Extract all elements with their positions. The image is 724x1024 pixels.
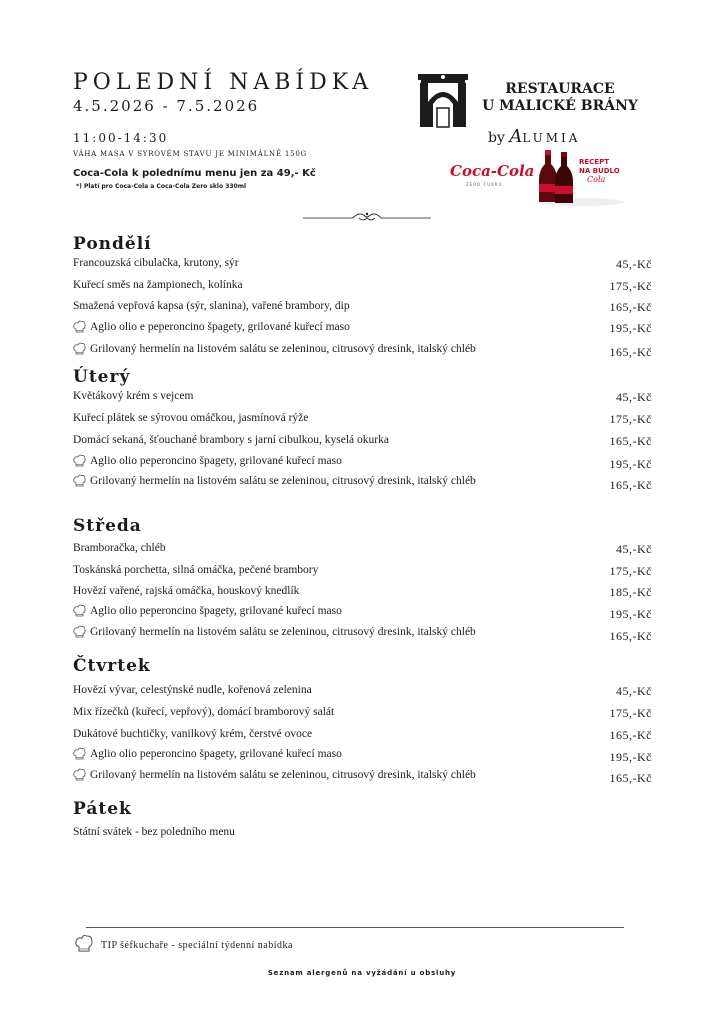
dish-name: Aglio olio e peperoncino špagety, grilované kuřecí maso bbox=[90, 321, 350, 333]
serving-hours: 11:00-14:30 bbox=[73, 131, 169, 145]
dish-name: Dukátové buchtičky, vanilkový krém, čerstvé ovoce bbox=[73, 728, 313, 740]
menu-item bbox=[73, 605, 652, 625]
dish-price: 195,-Kč bbox=[609, 457, 652, 471]
menu-item bbox=[73, 585, 652, 605]
brand-signature bbox=[488, 126, 580, 147]
allergen-note: Seznam alergenů na vyžádání u obsluhy bbox=[267, 969, 457, 977]
dish-name: Toskánská porchetta, silná omáčka, pečené brambory bbox=[73, 564, 319, 576]
chef-tip-legend: TIP šéfkuchaře - speciální týdenní nabídka bbox=[101, 940, 293, 951]
menu-item bbox=[73, 769, 652, 789]
dish-price: 165,-Kč bbox=[609, 434, 652, 448]
menu-item bbox=[73, 626, 652, 646]
friday-holiday-note: Státní svátek - bez poledního menu bbox=[73, 826, 235, 838]
dish-name: Bramboračka, chléb bbox=[73, 542, 166, 554]
menu-item bbox=[73, 542, 652, 562]
day-heading-tuesday: Úterý bbox=[73, 367, 131, 387]
dish-name: Aglio olio peperoncino špagety, grilované kuřecí maso bbox=[90, 748, 342, 760]
restaurant-name-line2: U MALICKÉ BRÁNY bbox=[482, 98, 638, 114]
brand-name: LUMIA bbox=[522, 131, 581, 145]
dish-price: 175,-Kč bbox=[609, 412, 652, 426]
dish-price: 165,-Kč bbox=[609, 345, 652, 359]
menu-item bbox=[73, 748, 652, 768]
chef-hat-icon bbox=[74, 934, 94, 954]
svg-text:Cola: Cola bbox=[587, 175, 606, 184]
dish-price: 45,-Kč bbox=[616, 390, 652, 404]
dish-price: 175,-Kč bbox=[609, 279, 652, 293]
dish-name: Grilovaný hermelín na listovém salátu se zeleninou, citrusový dresink, italský chléb bbox=[90, 769, 476, 781]
menu-dates: 4.5.2026 - 7.5.2026 bbox=[73, 97, 260, 115]
dish-price: 175,-Kč bbox=[609, 706, 652, 720]
restaurant-name-line1: RESTAURACE bbox=[505, 81, 615, 97]
dish-name: Mix řízečků (kuřecí, vepřový), domácí bramborový salát bbox=[73, 706, 335, 718]
menu-item bbox=[73, 279, 652, 299]
menu-item bbox=[73, 300, 652, 320]
dish-price: 45,-Kč bbox=[616, 684, 652, 698]
dish-price: 45,-Kč bbox=[616, 542, 652, 556]
day-heading-friday: Pátek bbox=[73, 799, 132, 819]
menu-item bbox=[73, 564, 652, 584]
dish-name: Hovězí vývar, celestýnské nudle, kořenová zelenina bbox=[73, 684, 312, 696]
dish-name: Grilovaný hermelín na listovém salátu se zeleninou, citrusový dresink, italský chléb bbox=[90, 626, 476, 638]
dish-name: Aglio olio peperoncino špagety, grilované kuřecí maso bbox=[90, 455, 342, 467]
menu-item bbox=[73, 412, 652, 432]
day-heading-thursday: Čtvrtek bbox=[73, 656, 151, 676]
cola-bottles-icon bbox=[537, 148, 627, 206]
menu-item bbox=[73, 728, 652, 748]
dish-price: 165,-Kč bbox=[609, 728, 652, 742]
day-heading-monday: Pondělí bbox=[73, 234, 152, 254]
chef-hat-icon bbox=[73, 604, 86, 618]
dish-price: 165,-Kč bbox=[609, 771, 652, 785]
dish-price: 195,-Kč bbox=[609, 750, 652, 764]
menu-item bbox=[73, 455, 652, 475]
dish-name: Hovězí vařené, rajská omáčka, houskový knedlík bbox=[73, 585, 300, 597]
chef-hat-icon bbox=[73, 747, 86, 761]
menu-item bbox=[73, 706, 652, 726]
dish-price: 165,-Kč bbox=[609, 300, 652, 314]
dish-name: Grilovaný hermelín na listovém salátu se zeleninou, citrusový dresink, italský chléb bbox=[90, 475, 476, 487]
brand-initial: A bbox=[509, 126, 523, 147]
svg-text:RECEPT: RECEPT bbox=[579, 158, 609, 166]
menu-item bbox=[73, 434, 652, 454]
chef-hat-icon bbox=[73, 320, 86, 334]
chef-hat-icon bbox=[73, 342, 86, 356]
dish-price: 185,-Kč bbox=[609, 585, 652, 599]
dish-name: Domácí sekaná, šťouchané brambory s jarní cibulkou, kyselá okurka bbox=[73, 434, 389, 446]
dish-price: 175,-Kč bbox=[609, 564, 652, 578]
chef-hat-icon bbox=[73, 625, 86, 639]
day-heading-wednesday: Středa bbox=[73, 516, 142, 536]
menu-item bbox=[73, 475, 652, 495]
chef-hat-icon bbox=[73, 474, 86, 488]
ornament-divider-icon bbox=[303, 210, 431, 224]
coca-cola-promo: Coca-Cola k polednímu menu jen za 49,- Kč bbox=[73, 168, 316, 179]
coca-cola-zero-label: ZERO CUKRU bbox=[466, 182, 503, 187]
chef-hat-icon bbox=[73, 454, 86, 468]
meat-weight-note: VÁHA MASA V SYROVÉM STAVU JE MINIMÁLNĚ 150G bbox=[73, 150, 308, 158]
coca-cola-logo: Coca-Cola bbox=[450, 162, 535, 180]
menu-item bbox=[73, 257, 652, 277]
restaurant-name bbox=[470, 81, 650, 115]
dish-price: 195,-Kč bbox=[609, 607, 652, 621]
gate-logo-icon bbox=[417, 72, 469, 128]
menu-item bbox=[73, 390, 652, 410]
menu-item bbox=[73, 684, 652, 704]
coca-cola-promo-note: *) Platí pro Coca-Cola a Coca-Cola Zero sklo 330ml bbox=[76, 183, 247, 190]
chef-hat-icon bbox=[73, 768, 86, 782]
menu-item bbox=[73, 321, 652, 341]
dish-price: 195,-Kč bbox=[609, 321, 652, 335]
dish-name: Smažená vepřová kapsa (sýr, slanina), vařené brambory, dip bbox=[73, 300, 350, 312]
dish-name: Kuřecí plátek se sýrovou omáčkou, jasmínová rýže bbox=[73, 412, 309, 424]
menu-title: POLEDNÍ NABÍDKA bbox=[73, 70, 374, 95]
dish-name: Květákový krém s vejcem bbox=[73, 390, 194, 402]
menu-item bbox=[73, 343, 652, 363]
dish-price: 165,-Kč bbox=[609, 478, 652, 492]
dish-price: 45,-Kč bbox=[616, 257, 652, 271]
dish-price: 165,-Kč bbox=[609, 629, 652, 643]
svg-text:NA BUDLO: NA BUDLO bbox=[579, 167, 620, 175]
dish-name: Kuřecí směs na žampionech, kolínka bbox=[73, 279, 243, 291]
dish-name: Aglio olio peperoncino špagety, grilované kuřecí maso bbox=[90, 605, 342, 617]
brand-by: by bbox=[488, 130, 505, 146]
dish-name: Grilovaný hermelín na listovém salátu se zeleninou, citrusový dresink, italský chléb bbox=[90, 343, 476, 355]
footer-divider bbox=[86, 927, 624, 928]
dish-name: Francouzská cibulačka, krutony, sýr bbox=[73, 257, 239, 269]
